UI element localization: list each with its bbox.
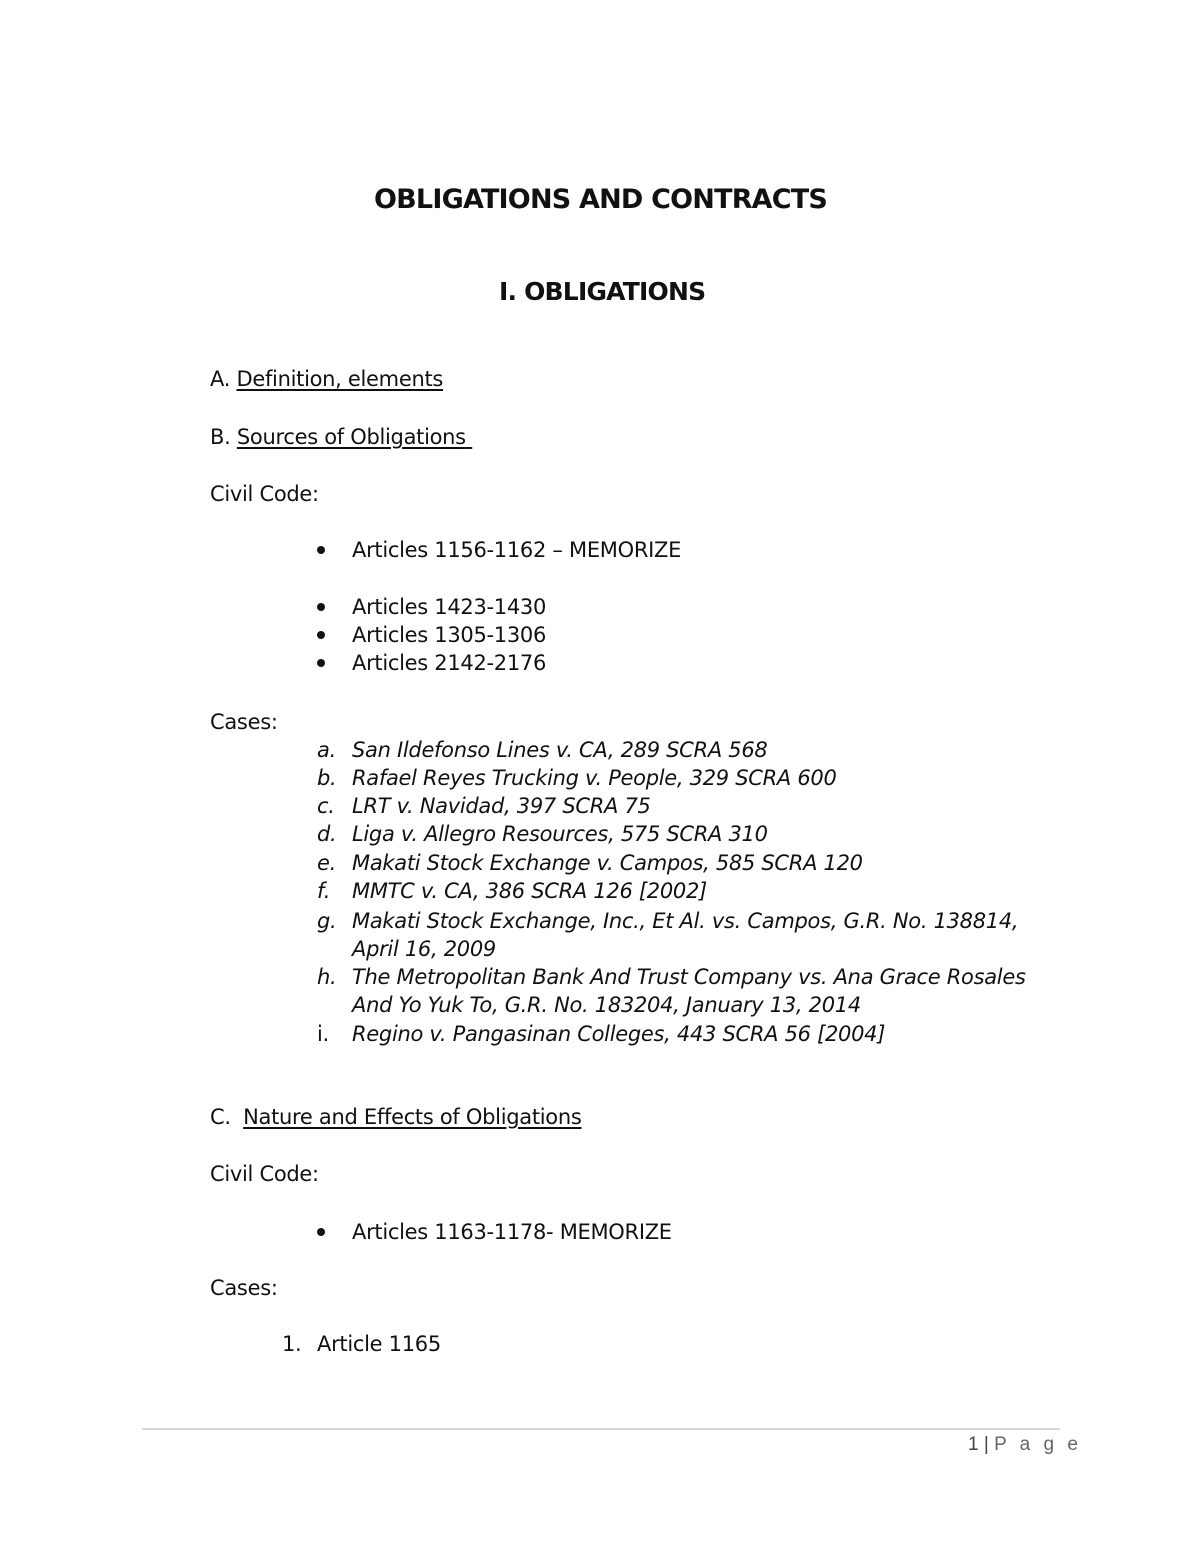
section-c [210, 1103, 582, 1131]
case-item: San Ildefonso Lines v. CA, 289 SCRA 568 [352, 738, 768, 762]
case-marker: g. [317, 909, 337, 933]
part-heading: I. OBLIGATIONS [499, 277, 706, 306]
page-footer [968, 1434, 1082, 1456]
case-marker: f. [317, 879, 331, 903]
case-item-continued: And Yo Yuk To, G.R. No. 183204, January 13, 2014 [352, 993, 861, 1017]
civil-code-label: Civil Code: [210, 1162, 319, 1186]
article-item: Articles 1305-1306 [352, 623, 547, 647]
case-item-continued: April 16, 2009 [352, 937, 496, 961]
section-b [210, 423, 472, 451]
case-item: Makati Stock Exchange, Inc., Et Al. vs. Campos, G.R. No. 138814, [352, 909, 1019, 933]
case-marker: b. [317, 766, 337, 790]
numbered-marker: 1. [282, 1332, 302, 1356]
case-marker: e. [317, 851, 336, 875]
bullet-icon [317, 631, 325, 639]
section-c-heading: Nature and Effects of Obligations [243, 1105, 582, 1129]
article-item: Articles 2142-2176 [352, 651, 547, 675]
article-item: Articles 1423-1430 [352, 595, 547, 619]
article-item: Articles 1163-1178- MEMORIZE [352, 1220, 672, 1244]
case-item: Regino v. Pangasinan Colleges, 443 SCRA 56 [2004] [352, 1022, 886, 1046]
civil-code-label: Civil Code: [210, 482, 319, 506]
case-marker: a. [317, 738, 336, 762]
case-item: Makati Stock Exchange v. Campos, 585 SCRA 120 [352, 851, 863, 875]
section-a [210, 365, 443, 393]
section-b-marker: B. [210, 425, 231, 449]
case-item: Liga v. Allegro Resources, 575 SCRA 310 [352, 822, 768, 846]
section-b-heading: Sources of Obligations [236, 425, 466, 449]
case-item: The Metropolitan Bank And Trust Company vs. Ana Grace Rosales [352, 965, 1026, 989]
section-a-heading: Definition, elements [236, 367, 444, 391]
case-marker: h. [317, 965, 337, 989]
footer-separator: | [983, 1434, 989, 1455]
case-marker: d. [317, 822, 337, 846]
case-item: Rafael Reyes Trucking v. People, 329 SCRA 600 [352, 766, 837, 790]
bullet-icon [317, 546, 325, 554]
case-marker: c. [317, 794, 335, 818]
page-label: P a g e [994, 1434, 1082, 1455]
footer-divider [142, 1428, 1060, 1430]
article-item: Articles 1156-1162 – MEMORIZE [352, 538, 682, 562]
bullet-icon [317, 1228, 325, 1236]
cases-label: Cases: [210, 710, 278, 734]
page-number: 1 [968, 1434, 979, 1455]
section-a-marker: A. [210, 367, 231, 391]
bullet-icon [317, 659, 325, 667]
document-title: OBLIGATIONS AND CONTRACTS [374, 184, 828, 215]
cases-label: Cases: [210, 1276, 278, 1300]
section-c-marker: C. [210, 1105, 231, 1129]
bullet-icon [317, 603, 325, 611]
case-marker: i. [317, 1022, 329, 1046]
case-item: MMTC v. CA, 386 SCRA 126 [2002] [352, 879, 707, 903]
case-item: LRT v. Navidad, 397 SCRA 75 [352, 794, 651, 818]
numbered-item: Article 1165 [317, 1332, 441, 1356]
